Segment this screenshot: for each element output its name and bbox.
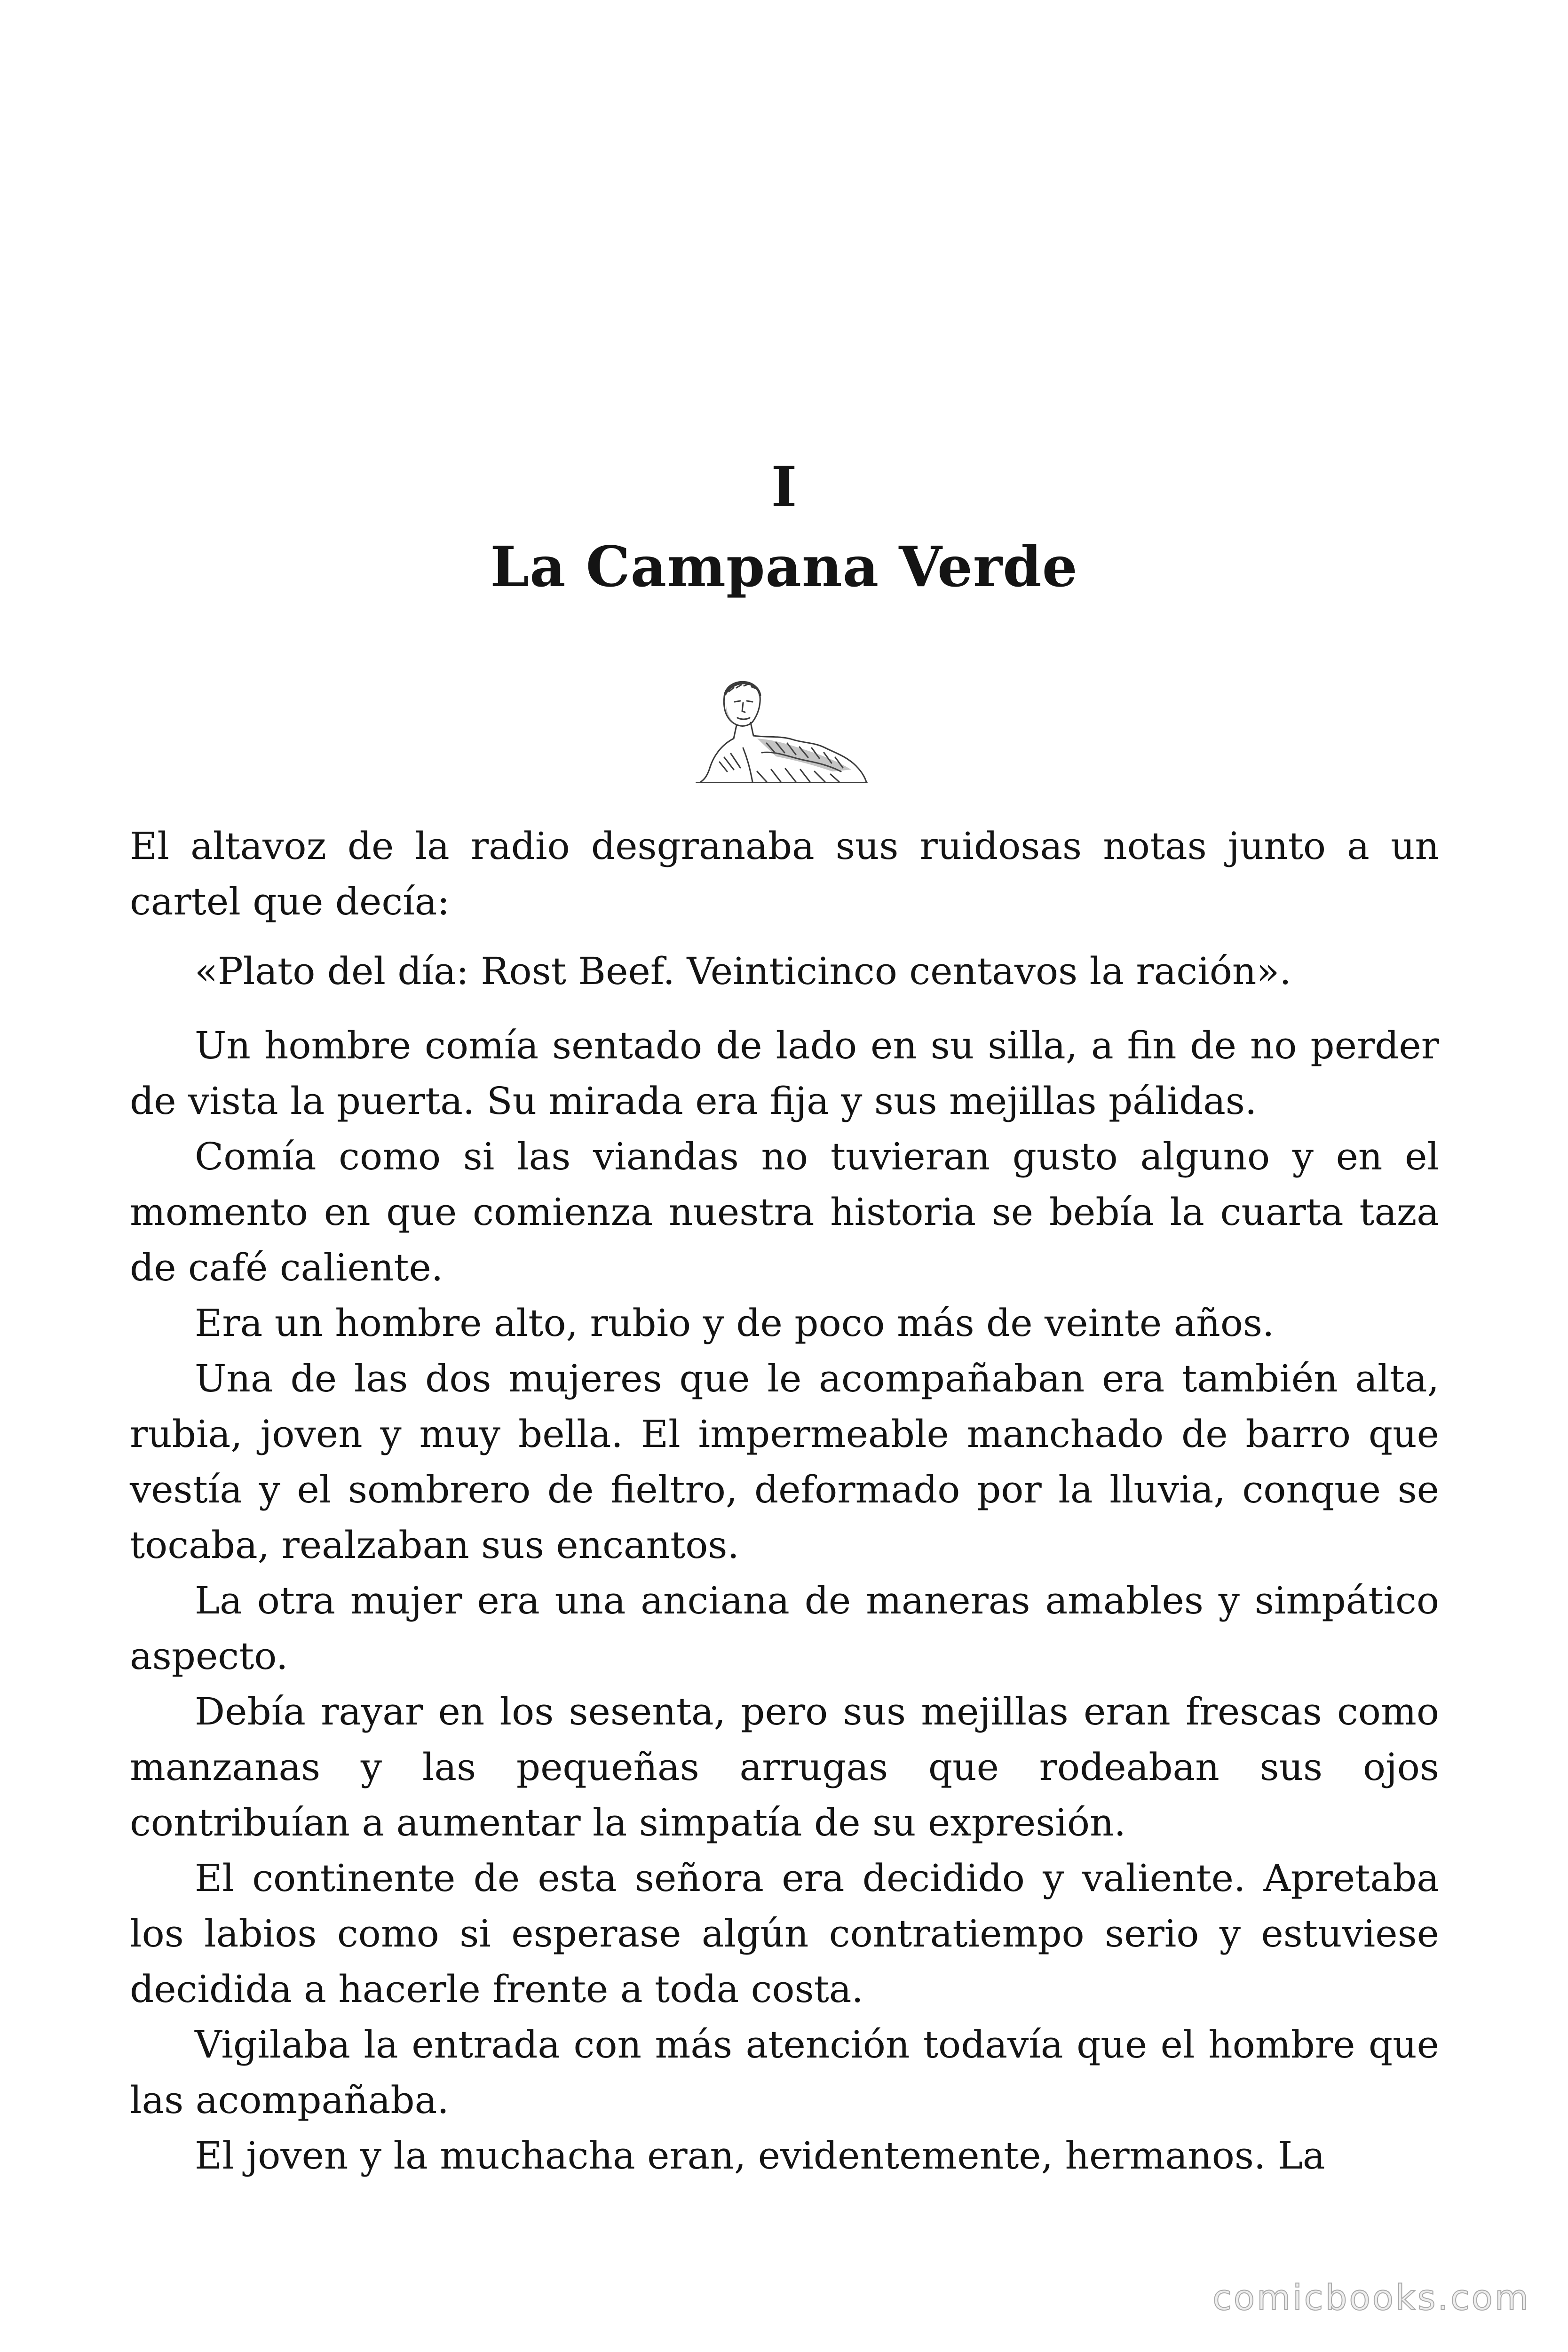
paragraph: Un hombre comía sentado de lado en su silla, a fin de no perder de vista la puerta. Su mirada era fija y sus mejillas pálidas. xyxy=(130,1024,1439,1123)
paragraph: El joven y la muchacha eran, evidentemente, hermanos. La xyxy=(195,2134,1325,2177)
sketch-man-reclining-illustration-icon xyxy=(691,677,870,786)
paragraph: Comía como si las viandas no tuvieran gusto alguno y en el momento en que comienza nuestra historia se bebía la cuarta taza de café caliente. xyxy=(130,1135,1439,1289)
paragraph: Vigilaba la entrada con más atención todavía que el hombre que las acompañaba. xyxy=(130,2023,1439,2122)
paragraph: El altavoz de la radio desgranaba sus ruidosas notas junto a un cartel que decía: xyxy=(130,824,1439,923)
sign-quote: «Plato del día: Rost Beef. Veinticinco centavos la ración». xyxy=(195,949,1291,993)
chapter-body xyxy=(130,818,1439,2184)
paragraph: Debía rayar en los sesenta, pero sus mejillas eran frescas como manzanas y las pequeñas arrugas que rodeaban sus ojos contribuían a aumentar la simpatía de su expresión. xyxy=(130,1690,1439,1844)
paragraph: Una de las dos mujeres que le acompañaban era también alta, rubia, joven y muy bella. El impermeable manchado de barro que vestía y el sombrero de fieltro, deformado por la lluvia, conque se tocaba, realzaban sus encantos. xyxy=(130,1357,1439,1567)
paragraph: Era un hombre alto, rubio y de poco más de veinte años. xyxy=(195,1301,1275,1345)
watermark: comicbooks.com xyxy=(1212,2278,1530,2318)
paragraph: El continente de esta señora era decidido y valiente. Apretaba los labios como si esperase algún contratiempo serio y estuviese decidida a hacerle frente a toda costa. xyxy=(130,1856,1439,2011)
chapter-number: I xyxy=(771,454,797,519)
paragraph: La otra mujer era una anciana de maneras amables y simpático aspecto. xyxy=(130,1579,1439,1678)
chapter-title: La Campana Verde xyxy=(490,534,1078,599)
